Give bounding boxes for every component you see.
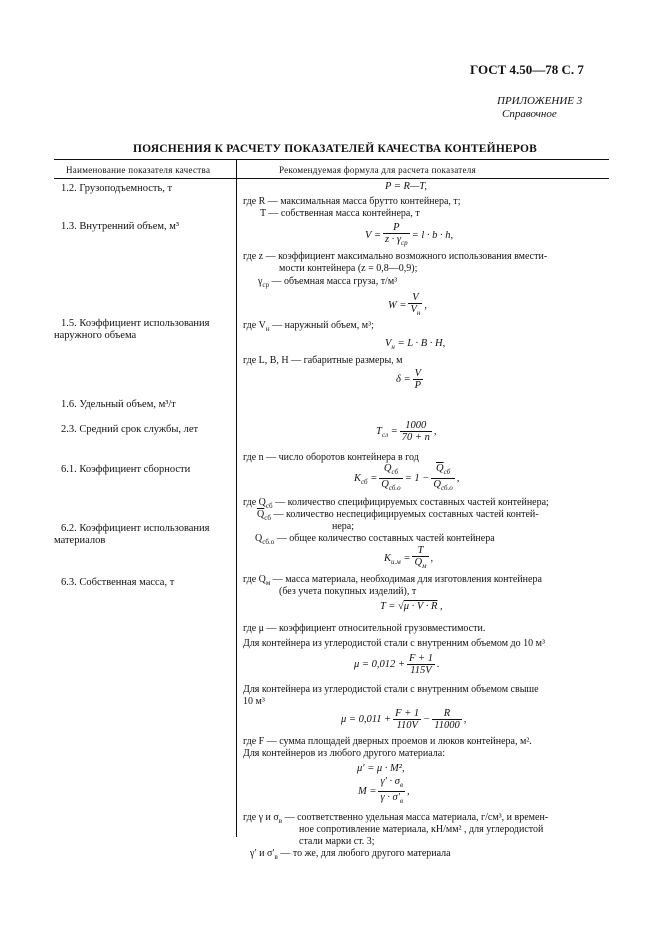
indicator-6-2-line2: материалов (54, 535, 106, 546)
formula-1-5: W = $\frac{V}{V_н}$ , (388, 292, 427, 318)
desc-6-2-b: (без учета покупных изделий), т (279, 586, 417, 597)
indicator-6-1: 6.1. Коэффициент сборности (61, 464, 191, 475)
desc-6-3-j: γ′ и $\sigma'_в$ — то же, для любого другого материала (250, 848, 451, 861)
table-top-rule (54, 159, 609, 160)
indicator-1-3: 1.3. Внутренний объем, м³ (61, 221, 180, 232)
indicator-1-6: 1.6. Удельный объем, м³/т (61, 399, 176, 410)
desc-6-3-f: Для контейнеров из любого другого материала: (243, 748, 445, 759)
desc-6-1: где n — число оборотов контейнера в год (243, 452, 419, 463)
desc-6-3-a: где μ — коэффициент относительной грузовместимости. (243, 623, 486, 634)
desc-6-3-b: Для контейнера из углеродистой стали с внутренним объемом до 10 м³ (243, 638, 545, 649)
desc-6-3-d: 10 м³ (243, 696, 265, 707)
desc-6-3-i: стали марки ст. 3; (299, 836, 375, 847)
desc-6-1-b: $\overline{Q}_{сб}$ — количество неспецифицируемых составных частей контей- (257, 509, 539, 522)
desc-1-2-b: T — собственная масса контейнера, т (260, 208, 420, 219)
indicator-2-3: 2.3. Средний срок службы, лет (61, 424, 199, 435)
indicator-1-2: 1.2. Грузоподъемность, т (61, 183, 173, 194)
desc-1-3-a: где z — коэффициент максимально возможного использования вмести- (243, 251, 548, 262)
desc-1-3-c: $\gamma_{ср}$ — объемная масса груза, т/м³ (258, 276, 398, 289)
desc-6-3-h: ное сопротивление материала, кН/мм² , для углеродистой (299, 824, 544, 835)
appendix-note: Справочное (502, 108, 557, 120)
formula-6-1: $K_{сб}$ = $\frac{Q_{сб}}{Q_{сб.о}}$ = 1 − $\frac{\overline{Q}_{сб}}{Q_{сб.о}}$ , (354, 463, 460, 493)
appendix-label: ПРИЛОЖЕНИЕ 3 (497, 95, 583, 107)
formula-6-3-m: M = $\frac{\gamma' \cdot \sigma_в}{\gamma \cdot \sigma'_в}$ , (358, 776, 410, 806)
column-header-right: Рекомендуемая формула для расчета показателя (279, 165, 477, 175)
document-code: ГОСТ 4.50—78 С. 7 (470, 62, 584, 77)
formula-2-3: $T_{сл}$ = $\frac{1000}{70 + n}$ , (376, 420, 437, 443)
formula-6-3-mu-small: μ = 0,012 + $\frac{F + 1}{115V}$ . (354, 653, 440, 676)
formula-6-3-mu-large: μ = 0,011 + $\frac{F + 1}{110V}$ − $\frac{R}{11000}$ , (341, 708, 467, 731)
formula-6-3: T = √μ · V · R , (380, 601, 443, 612)
desc-6-3-e: где F — сумма площадей дверных проемов и люков контейнера, м². (243, 736, 532, 747)
desc-6-1-d: $Q_{сб.о}$ — общее количество составных частей контейнера (255, 533, 495, 546)
desc-1-2-a: где R — максимальная масса брутто контейнера, т; (243, 196, 461, 207)
desc-6-1-c: нера; (332, 521, 355, 532)
page-title: ПОЯСНЕНИЯ К РАСЧЕТУ ПОКАЗАТЕЛЕЙ КАЧЕСТВА КОНТЕЙНЕРОВ (133, 143, 538, 155)
desc-6-1-a: где $Q_{сб}$ — количество специфицируемых составных частей контейнера; (243, 497, 549, 510)
desc-6-3-c: Для контейнера из углеродистой стали с внутренним объемом свыше (243, 684, 539, 695)
formula-6-2: $K_{и.м}$ = $\frac{T}{Q_м}$ , (384, 545, 434, 571)
indicator-1-5-line2: наружного объема (54, 330, 137, 341)
desc-1-5-a: где $V_н$ — наружный объем, м³; (243, 320, 374, 333)
formula-1-5-volume: $V_н = L \cdot B \cdot H$, (385, 338, 446, 352)
column-header-left: Наименование показателя качества (66, 165, 211, 175)
indicator-6-2-line1: 6.2. Коэффициент использования (61, 523, 210, 534)
table-header-rule (54, 178, 609, 179)
desc-1-3-b: мости контейнера (z = 0,8—0,9); (279, 263, 418, 274)
desc-6-3-g: где γ и $\sigma_в$ — соответственно удельная масса материала, г/см³, и времен- (243, 812, 549, 825)
indicator-6-3: 6.3. Собственная масса, т (61, 577, 175, 588)
table-column-divider (236, 159, 237, 837)
formula-6-3-mu-prime: μ′ = μ · M², (357, 763, 405, 774)
formula-1-2: P = R—T, (385, 181, 427, 192)
indicator-1-5-line1: 1.5. Коэффициент использования (61, 318, 210, 329)
desc-1-5-b: где L, B, H — габаритные размеры, м (243, 355, 403, 366)
formula-1-6: δ = $\frac{V}{P}$ (396, 368, 422, 391)
desc-6-2-a: где $Q_м$ — масса материала, необходимая для изготовления контейнера (243, 574, 542, 587)
formula-1-3: V = $\frac{P}{z \cdot \gamma_{ср}}$ = l · b · h, (365, 222, 454, 248)
